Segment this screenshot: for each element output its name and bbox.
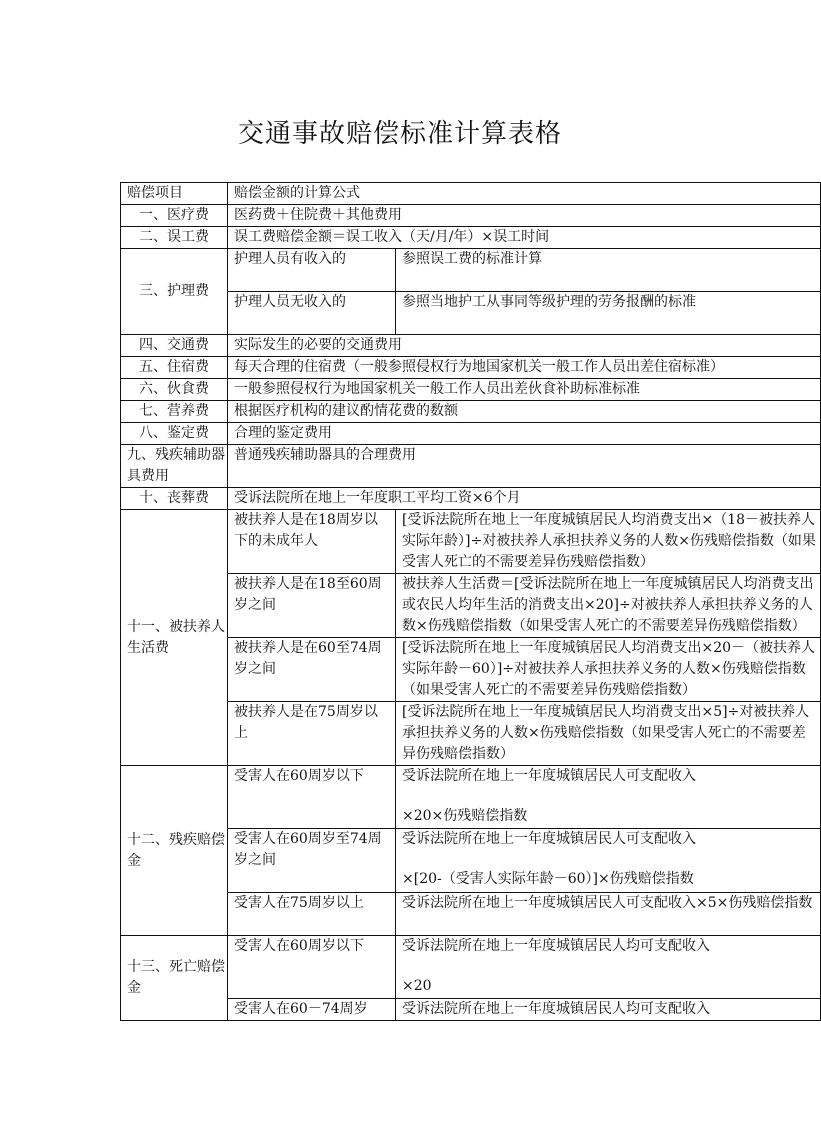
table-row-nutrition [121,401,821,423]
table-row-transport [121,335,821,357]
formula-line: 受诉法院所在地上一年度城镇居民人可支配收入 [402,768,696,784]
sub-label-cell: 被扶养人是在18周岁以下的未成年人 [228,510,396,574]
formula-cell: 误工费赔偿金额＝误工收入（天/月/年）×误工时间 [228,227,821,249]
document-title: 交通事故赔偿标准计算表格 [237,119,562,149]
sub-label-cell: 护理人员有收入的 [228,249,396,292]
item-cell: 六、伙食费 [121,379,228,401]
sub-label-cell: 受害人在60周岁以下 [228,936,396,999]
sub-label-cell: 受害人在60周岁以下 [228,766,396,829]
formula-cell: [受诉法院所在地上一年度城镇居民人均消费支出×5]÷对被扶养人承担扶养义务的人数×伤残赔偿指数（如果受害人死亡的不需要差异伤残赔偿指数） [396,702,821,766]
table-row-appraisal [121,423,821,445]
formula-cell [396,829,821,893]
item-cell: 七、营养费 [121,401,228,423]
formula-cell: 每天合理的住宿费（一般参照侵权行为地国家机关一般工作人员出差住宿标准） [228,357,821,379]
sub-label-cell: 被扶养人是在18至60周岁之间 [228,574,396,638]
formula-cell: 一般参照侵权行为地国家机关一般工作人员出差伙食补助标准标准 [228,379,821,401]
table-row-funeral [121,488,821,510]
formula-cell: 医药费＋住院费＋其他费用 [228,205,821,227]
formula-line: 受诉法院所在地上一年度城镇居民人可支配收入 [402,831,696,847]
formula-line: ×20×伤残赔偿指数 [402,808,528,824]
item-cell: 十二、残疾赔偿金 [121,766,228,936]
formula-line: 受诉法院所在地上一年度城镇居民人均可支配收入 [402,938,710,954]
item-cell: 九、残疾辅助器具费用 [121,445,228,488]
sub-label-cell: 受害人在75周岁以上 [228,893,396,936]
item-cell: 二、误工费 [121,227,228,249]
item-cell: 十一、被扶养人生活费 [121,510,228,766]
formula-line: ×[20-（受害人实际年龄－60）]×伤残赔偿指数 [402,871,694,887]
compensation-table [120,182,821,1021]
formula-cell: [受诉法院所在地上一年度城镇居民人均消费支出×20－（被扶养人实际年龄－60）]÷对被扶养人承担扶养义务的人数×伤残赔偿指数（如果受害人死亡的不需要差异伤残赔偿指数） [396,638,821,702]
item-cell: 五、住宿费 [121,357,228,379]
table-row-aids [121,445,821,488]
compensation-table-viewport [120,182,816,1028]
item-cell: 八、鉴定费 [121,423,228,445]
table-row-lodging [121,357,821,379]
formula-cell: 被扶养人生活费＝[受诉法院所在地上一年度城镇居民人均消费支出或农民人均年生活的消费支出×20]÷对被扶养人承担扶养义务的人数×伤残赔偿指数（如果受害人死亡的不需要差异伤残赔偿指数） [396,574,821,638]
table-row-meals [121,379,821,401]
sub-label-cell: 受害人在60周岁至74周岁之间 [228,829,396,893]
item-cell: 四、交通费 [121,335,228,357]
item-cell: 十三、死亡赔偿金 [121,936,228,1021]
formula-cell: 实际发生的必要的交通费用 [228,335,821,357]
header-item: 赔偿项目 [121,183,228,205]
formula-line: ×20 [402,978,432,994]
sub-label-cell: 被扶养人是在75周岁以上 [228,702,396,766]
formula-cell: [受诉法院所在地上一年度城镇居民人均消费支出×（18－被扶养人实际年龄）]÷对被扶养人承担扶养义务的人数×伤残赔偿指数（如果受害人死亡的不需要差异伤残赔偿指数） [396,510,821,574]
formula-cell: 受诉法院所在地上一年度城镇居民人可支配收入×5×伤残赔偿指数 [396,893,821,936]
table-row-lost-work [121,227,821,249]
sub-label-cell: 护理人员无收入的 [228,292,396,335]
formula-cell [396,766,821,829]
formula-cell: 参照误工费的标准计算 [396,249,821,292]
formula-cell: 参照当地护工从事同等级护理的劳务报酬的标准 [396,292,821,335]
formula-cell: 受诉法院所在地上一年度城镇居民人均可支配收入 [396,999,821,1021]
sub-label-cell: 受害人在60－74周岁 [228,999,396,1021]
formula-cell: 合理的鉴定费用 [228,423,821,445]
table-header-row [121,183,821,205]
formula-cell: 普通残疾辅助器具的合理费用 [228,445,821,488]
formula-cell [396,936,821,999]
item-cell: 一、医疗费 [121,205,228,227]
item-cell: 十、丧葬费 [121,488,228,510]
sub-label-cell: 被扶养人是在60至74周岁之间 [228,638,396,702]
table-row-nursing [121,249,821,292]
formula-cell: 受诉法院所在地上一年度职工平均工资×6个月 [228,488,821,510]
table-row-dependents [121,510,821,574]
item-cell: 三、护理费 [121,249,228,335]
table-row-death [121,936,821,999]
table-row-medical [121,205,821,227]
formula-cell: 根据医疗机构的建议酌情花费的数额 [228,401,821,423]
header-formula: 赔偿金额的计算公式 [228,183,821,205]
table-row-disability [121,766,821,829]
